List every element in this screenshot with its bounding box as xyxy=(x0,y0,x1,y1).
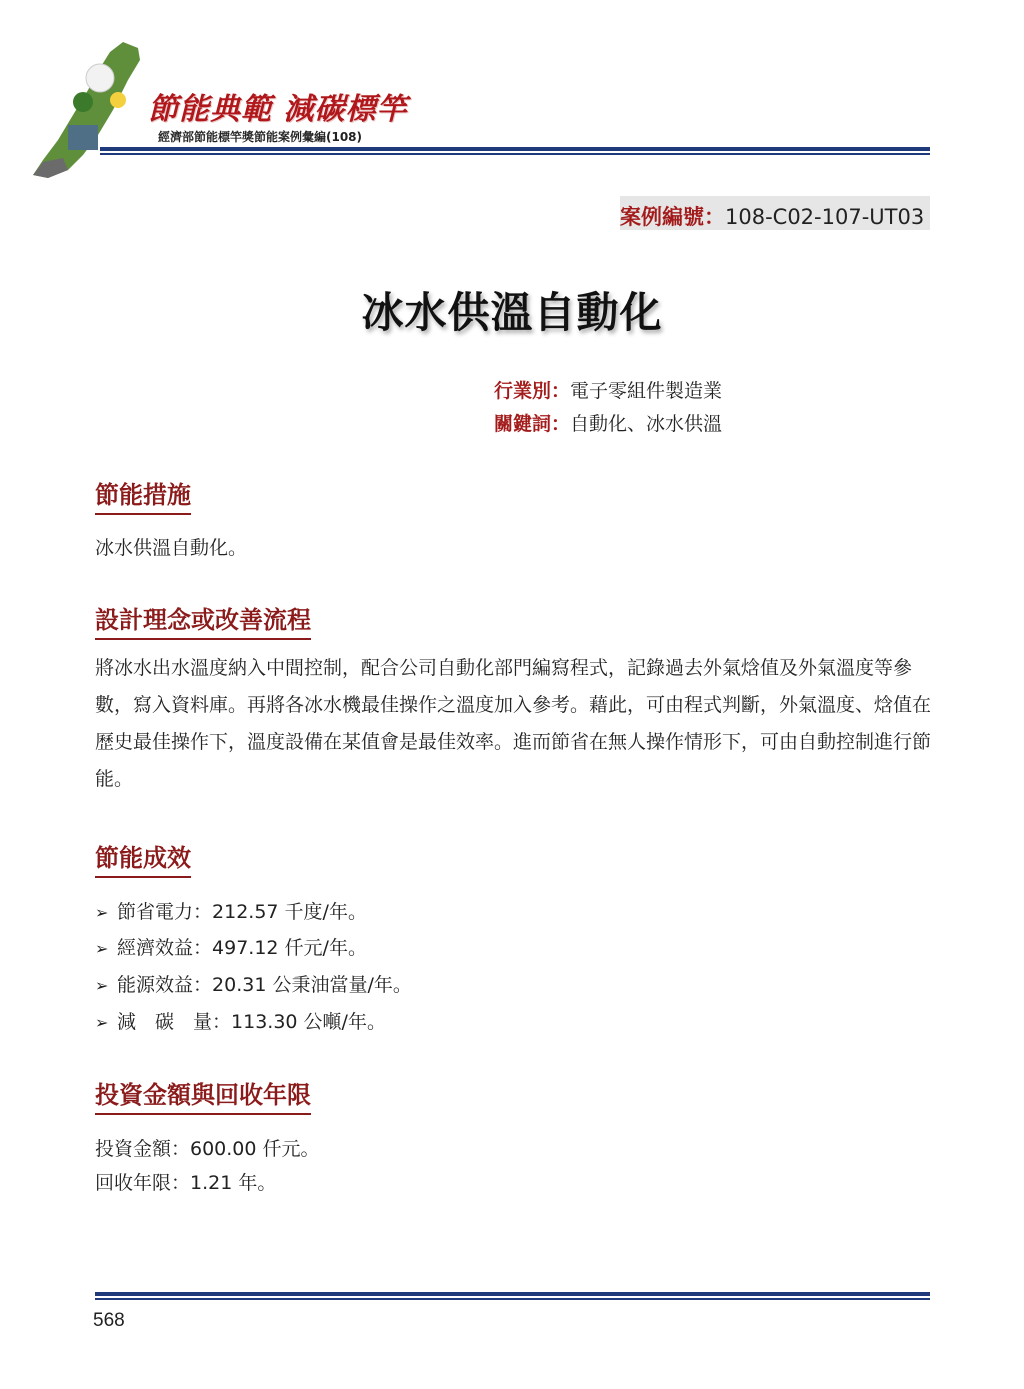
keywords-label: 關鍵詞： xyxy=(494,413,571,435)
section-heading-design: 設計理念或改善流程 xyxy=(95,600,311,640)
page-title: 冰水供溫自動化 xyxy=(361,288,663,337)
footer-rule-thin xyxy=(95,1298,930,1300)
header-rule-thin xyxy=(100,153,930,155)
result-item: ➢ 節省電力：212.57 千度/年。 xyxy=(95,901,367,923)
result-item: ➢ 經濟效益：497.12 仟元/年。 xyxy=(95,937,367,959)
result-item: ➢ 減 碳 量：113.30 公噸/年。 xyxy=(95,1011,386,1033)
keywords-value: 自動化、冰水供溫 xyxy=(570,413,723,435)
section-heading-measures: 節能措施 xyxy=(95,475,191,515)
measures-text: 冰水供溫自動化。 xyxy=(95,537,248,559)
case-id-label: 案例編號： xyxy=(620,205,725,229)
arrow-bullet-icon: ➢ xyxy=(95,939,109,958)
result-item: ➢ 能源效益：20.31 公秉油當量/年。 xyxy=(95,974,412,996)
section-heading-investment: 投資金額與回收年限 xyxy=(95,1075,311,1115)
page-number: 568 xyxy=(93,1310,125,1331)
industry-value: 電子零組件製造業 xyxy=(570,380,723,402)
arrow-bullet-icon: ➢ xyxy=(95,903,109,922)
case-id xyxy=(620,201,924,231)
brand-subtitle: 經濟部節能標竿獎節能案例彙編(108) xyxy=(158,130,363,144)
payback-line: 回收年限：1.21 年。 xyxy=(95,1172,277,1194)
brand-title: 節能典範 減碳標竿 xyxy=(148,92,408,127)
case-id-value: 108-C02-107-UT03 xyxy=(725,205,925,229)
investment-line: 投資金額：600.00 仟元。 xyxy=(95,1138,320,1160)
industry-label: 行業別： xyxy=(494,380,571,402)
arrow-bullet-icon: ➢ xyxy=(95,1013,109,1032)
industry-line xyxy=(494,376,722,403)
section-heading-results: 節能成效 xyxy=(95,838,191,878)
arrow-bullet-icon: ➢ xyxy=(95,976,109,995)
keywords-line xyxy=(494,409,722,436)
footer-rule xyxy=(95,1292,930,1296)
design-paragraph: 將冰水出水溫度納入中間控制，配合公司自動化部門編寫程式，記錄過去外氣焓值及外氣溫度等參數，寫入資料庫。再將各冰水機最佳操作之溫度加入參考。藉此，可由程式判斷，外氣溫度、焓值在歷史最佳操作下，溫度設備在某值會是最佳效率。進而節省在無人操作情形下，可由自動控制進行節能。 xyxy=(95,657,932,790)
header-rule xyxy=(100,147,930,151)
taiwan-logo xyxy=(28,40,158,180)
